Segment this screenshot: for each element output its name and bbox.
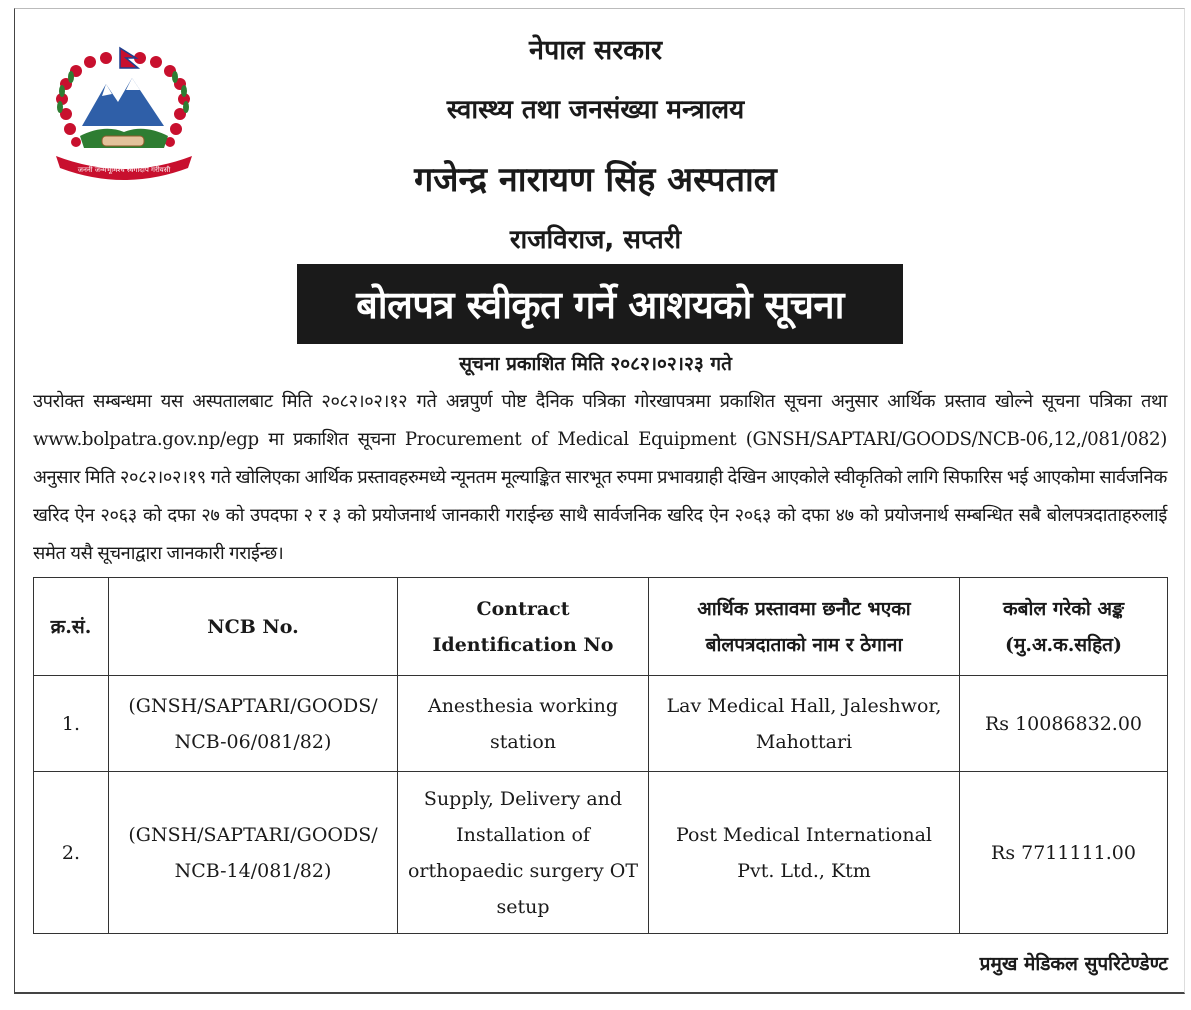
cell-sn: 1.: [34, 676, 109, 772]
header-amount: कबोल गरेको अङ्क (मु.अ.क.सहित): [960, 578, 1168, 676]
hospital-heading: गजेन्द्र नारायण सिंह अस्पताल: [414, 160, 777, 200]
cell-bidder: Post Medical International Pvt. Ltd., Ktm: [649, 772, 960, 934]
header-bidder: आर्थिक प्रस्तावमा छनौट भएका बोलपत्रदाताको नाम र ठेगाना: [649, 578, 960, 676]
cell-amount: Rs 7711111.00: [960, 772, 1168, 934]
location-heading: राजविराज, सप्तरी: [509, 225, 682, 255]
table-row: [34, 676, 1168, 772]
ministry-heading: स्वास्थ्य तथा जनसंख्या मन्त्रालय: [446, 95, 745, 125]
cell-contract: Supply, Delivery and Installation of orthopaedic surgery OT setup: [398, 772, 649, 934]
cell-bidder: Lav Medical Hall, Jaleshwor, Mahottari: [649, 676, 960, 772]
signature-title: प्रमुख मेडिकल सुपरिटेण्डेण्ट: [979, 953, 1168, 975]
publish-date: सूचना प्रकाशित मिति २०८२।०२।२३ गते: [459, 353, 732, 375]
cell-amount: Rs 10086832.00: [960, 676, 1168, 772]
emblem-motto: जननी जन्मभूमिश्च स्वर्गादपि गरीयसी: [77, 166, 171, 174]
cell-ncb: (GNSH/SAPTARI/GOODS/ NCB-14/081/82): [109, 772, 398, 934]
notice-title-banner: [297, 264, 903, 344]
cell-ncb: (GNSH/SAPTARI/GOODS/ NCB-06/081/82): [109, 676, 398, 772]
government-heading: नेपाल सरकार: [528, 35, 663, 66]
cell-contract: Anesthesia working station: [398, 676, 649, 772]
bid-table: [33, 577, 1168, 934]
table-header-row: [34, 578, 1168, 676]
header-contract: Contract Identification No: [398, 578, 649, 676]
notice-title: बोलपत्र स्वीकृत गर्ने आशयको सूचना: [356, 283, 844, 327]
header-ncb: NCB No.: [109, 578, 398, 676]
table-row: [34, 772, 1168, 934]
cell-sn: 2.: [34, 772, 109, 934]
header-sn: क्र.सं.: [34, 578, 109, 676]
notice-body: उपरोक्त सम्बन्धमा यस अस्पतालबाट मिति २०८२।०२।१२ गते अन्नपुर्ण पोष्ट दैनिक पत्रिका गोरखापत्रमा प्रकाशित सूचना अनुसार आर्थिक प्रस्ताव खोल्ने सूचना पत्रिका तथा www.bolpatra.gov.np/egp मा प्रकाशित सूचना Procurement of Medical Equipment (GNSH/SAPTARI/GOODS/NCB-06,12,/081/082) अनुसार मिति २०८२।०२।१९ गते खोलिएका आर्थिक प्रस्तावहरुमध्ये न्यूनतम मूल्याङ्कित सारभूत रुपमा प्रभावग्राही देखिन आएकोले स्वीकृतिको लागि सिफारिस भई आएकोमा सार्वजनिक खरिद ऐन २०६३ को दफा २७ को उपदफा २ र ३ को प्रयोजनार्थ जानकारी गराईन्छ साथै सार्वजनिक खरिद ऐन २०६३ को दफा ४७ को प्रयोजनार्थ सम्बन्धित सबै बोलपत्रदाताहरुलाई समेत यसै सूचनाद्वारा जानकारी गराईन्छ।: [33, 391, 1167, 564]
